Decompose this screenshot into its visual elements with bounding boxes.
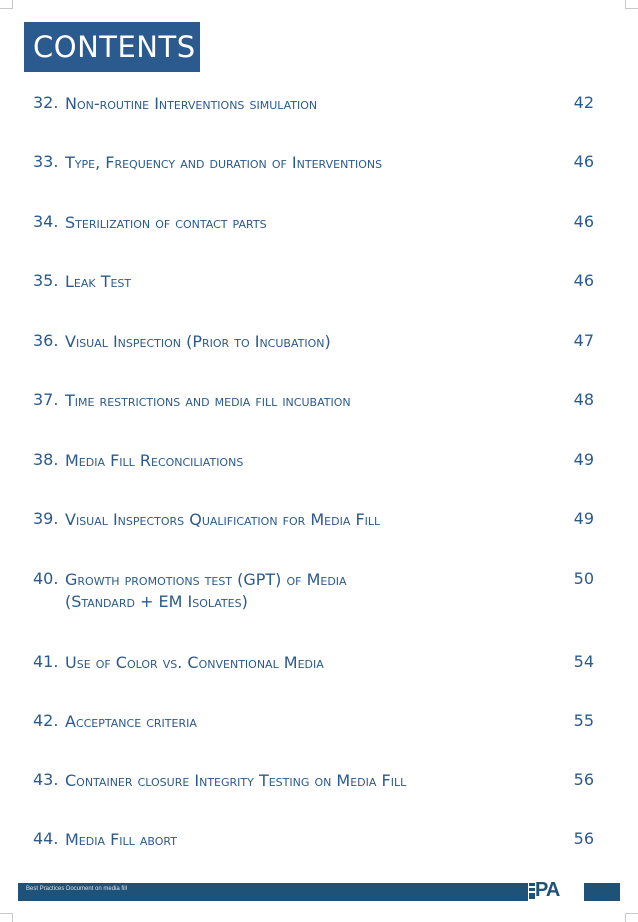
toc-page: 49 (573, 509, 594, 528)
toc-number: 40. (33, 569, 59, 588)
toc-title: Visual Inspectors Qualification for Media Fill (65, 510, 381, 529)
toc-title-line: (Standard + EM Isolates) (65, 592, 248, 611)
toc-number: 42. (33, 711, 59, 730)
toc-page: 48 (573, 390, 594, 409)
footer-bar (18, 879, 620, 901)
crop-mark (626, 913, 638, 914)
toc-entry[interactable] (0, 390, 638, 430)
toc-entry[interactable] (0, 829, 638, 869)
toc-entry[interactable] (0, 331, 638, 371)
toc-entry[interactable] (0, 711, 638, 751)
toc-number: 35. (33, 271, 59, 290)
toc-title-line: Growth promotions test (GPT) of Media (65, 570, 347, 589)
toc-title: Visual Inspection (Prior to Incubation) (65, 332, 331, 351)
toc-title: Time restrictions and media fill incubation (65, 391, 351, 410)
ipa-logo (528, 879, 584, 903)
toc-number: 32. (33, 93, 59, 112)
crop-mark (0, 8, 12, 9)
toc-number: 34. (33, 212, 59, 231)
toc-page: 54 (573, 652, 594, 671)
toc-number: 33. (33, 152, 59, 171)
toc-title: Media Fill Reconciliations (65, 451, 244, 470)
toc-number: 44. (33, 829, 59, 848)
crop-mark (625, 0, 626, 9)
toc-title: Media Fill abort (65, 830, 177, 849)
crop-mark (12, 0, 13, 9)
toc-entry[interactable] (0, 152, 638, 192)
crop-mark (626, 8, 638, 9)
toc-page: 55 (573, 711, 594, 730)
toc-number: 41. (33, 652, 59, 671)
crop-mark (625, 913, 626, 922)
toc-title: Sterilization of contact parts (65, 213, 267, 232)
toc-title (65, 569, 545, 613)
toc-page: 42 (573, 93, 594, 112)
toc-page: 49 (573, 450, 594, 469)
toc-page: 56 (573, 829, 594, 848)
toc-number: 37. (33, 390, 59, 409)
toc-entry[interactable] (0, 212, 638, 252)
footer-text: Best Practices Document on media fill (26, 886, 128, 892)
toc-title: Leak Test (65, 272, 132, 291)
toc-page: 46 (573, 152, 594, 171)
toc-number: 36. (33, 331, 59, 350)
crop-mark (12, 913, 13, 922)
crop-mark (0, 913, 12, 914)
toc-entry[interactable] (0, 770, 638, 810)
toc-number: 39. (33, 509, 59, 528)
logo-text: PA (535, 879, 560, 901)
toc-page: 50 (573, 569, 594, 588)
toc-title: Non-routine Interventions simulation (65, 94, 318, 113)
page-title: CONTENTS (24, 22, 200, 72)
toc-page: 47 (573, 331, 594, 350)
toc-title: Type, Frequency and duration of Interventions (65, 153, 383, 172)
toc-page: 46 (573, 212, 594, 231)
toc-entry[interactable] (0, 271, 638, 311)
toc-page: 46 (573, 271, 594, 290)
toc-page: 56 (573, 770, 594, 789)
toc-number: 43. (33, 770, 59, 789)
toc-entry[interactable] (0, 450, 638, 490)
toc-number: 38. (33, 450, 59, 469)
toc-title: Container closure Integrity Testing on Media Fill (65, 771, 407, 790)
toc-entry[interactable] (0, 652, 638, 692)
toc-entry[interactable] (0, 93, 638, 133)
toc-entry[interactable] (0, 509, 638, 549)
toc-entry[interactable] (0, 569, 638, 619)
toc-title: Acceptance criteria (65, 712, 197, 731)
toc-title: Use of Color vs. Conventional Media (65, 653, 324, 672)
